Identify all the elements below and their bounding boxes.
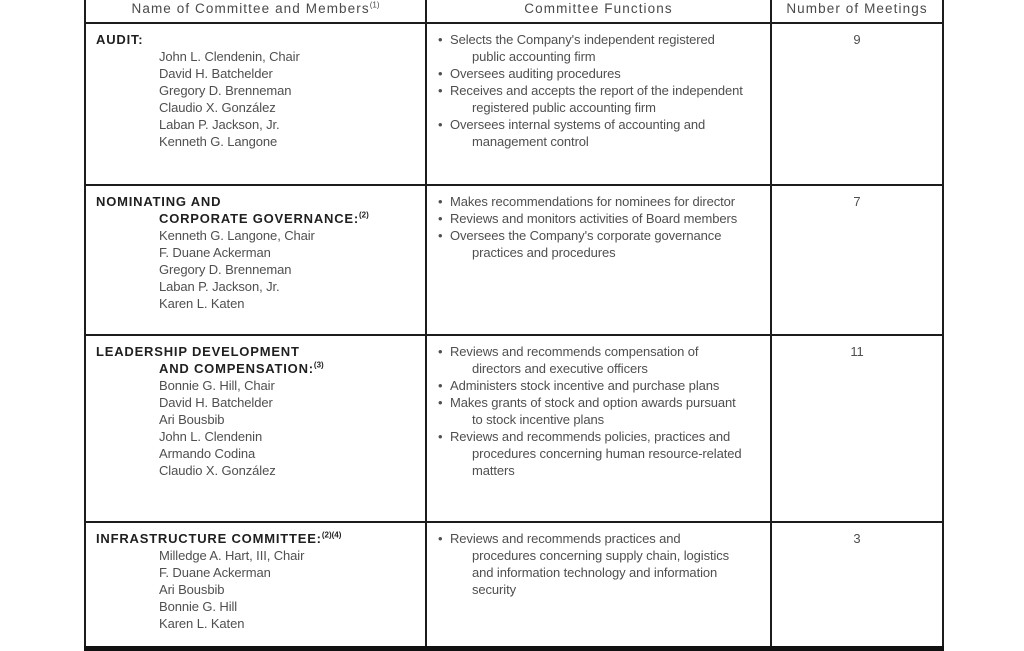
committee-name-text: CORPORATE GOVERNANCE: [159,211,360,226]
bullet-icon: • [438,228,443,243]
committee-row [85,335,943,522]
member-name: Bonnie G. Hill, Chair [159,378,275,393]
bullet-icon: • [438,83,443,98]
col-header-meetings [771,0,943,23]
function-item [427,227,744,261]
committee-name [96,31,419,48]
function-text: Oversees auditing procedures [450,66,621,81]
function-item [427,530,744,598]
committee-row [85,522,943,649]
function-item [427,343,744,377]
member-name: Laban P. Jackson, Jr. [159,117,280,132]
member-name: Gregory D. Brenneman [159,83,292,98]
bullet-icon: • [438,117,443,132]
committee-name-text: AUDIT: [96,32,144,47]
member-name: Gregory D. Brenneman [159,262,292,277]
footnote-ref: (2) [359,210,369,220]
member-name: Claudio X. González [159,463,276,478]
member-name: John L. Clendenin [159,429,263,444]
function-item [427,193,744,210]
committee-name-text: NOMINATING AND [96,194,222,209]
member-name: Claudio X. González [159,100,276,115]
committee-functions-cell [426,185,771,335]
bullet-icon: • [438,344,443,359]
bullet-icon: • [438,66,443,81]
function-item [427,210,744,227]
function-text: Makes grants of stock and option awards pursuant to stock incentive plans [450,395,736,427]
committee-name-text: AND COMPENSATION: [159,361,314,376]
meetings-count: 9 [771,23,943,185]
footnote-ref: (1) [369,0,380,10]
committee-members-cell [85,23,426,185]
committee-name [96,193,419,210]
member-name: David H. Batchelder [159,395,273,410]
committee-members-cell [85,185,426,335]
committee-name-text: INFRASTRUCTURE COMMITTEE: [96,531,322,546]
member-name: Ari Bousbib [159,412,225,427]
function-item [427,65,744,82]
function-text: Administers stock incentive and purchase plans [450,378,720,393]
function-text: Reviews and recommends practices and procedures concerning supply chain, logistics and information technology and information security [450,531,730,597]
committee-functions-cell [426,335,771,522]
col-header-committee-members-label: Name of Committee and Members [131,1,370,16]
col-header-meetings-label: Number of Meetings [786,1,928,16]
col-header-functions [426,0,771,23]
committee-name [96,210,419,227]
function-text: Receives and accepts the report of the independent registered public accounting firm [450,83,743,115]
committee-name [96,530,419,547]
committee-row [85,23,943,185]
meetings-count: 11 [771,335,943,522]
bullet-icon: • [438,378,443,393]
member-name: Ari Bousbib [159,582,225,597]
meetings-count: 3 [771,522,943,649]
member-name: Kenneth G. Langone, Chair [159,228,315,243]
meetings-count: 7 [771,185,943,335]
committee-name [96,360,419,377]
function-text: Oversees internal systems of accounting and management control [450,117,706,149]
function-item [427,394,744,428]
committee-table [84,0,944,651]
function-item [427,116,744,150]
member-name: Kenneth G. Langone [159,134,278,149]
function-text: Reviews and monitors activities of Board members [450,211,738,226]
member-name: Armando Codina [159,446,256,461]
function-item [427,377,744,394]
committee-members-cell [85,522,426,649]
member-name: Karen L. Katen [159,616,245,631]
function-text: Selects the Company's independent registered public accounting firm [450,32,715,64]
col-header-committee-members [85,0,426,23]
member-name: F. Duane Ackerman [159,245,271,260]
committee-functions-cell [426,522,771,649]
function-text: Makes recommendations for nominees for director [450,194,736,209]
member-name: Laban P. Jackson, Jr. [159,279,280,294]
footnote-ref: (3) [313,360,324,370]
member-name: Karen L. Katen [159,296,245,311]
bullet-icon: • [438,194,443,209]
function-item [427,31,744,65]
committee-name [96,343,419,360]
committee-members-cell [85,335,426,522]
member-name: F. Duane Ackerman [159,565,271,580]
committee-functions-cell [426,23,771,185]
function-text: Oversees the Company's corporate governance practices and procedures [450,228,722,260]
function-item [427,428,744,479]
bullet-icon: • [438,395,443,410]
bullet-icon: • [438,429,443,444]
table-header-row [85,0,943,23]
member-name: Bonnie G. Hill [159,599,238,614]
function-item [427,82,744,116]
bullet-icon: • [438,531,443,546]
member-name: David H. Batchelder [159,66,273,81]
col-header-functions-label: Committee Functions [524,1,673,16]
function-text: Reviews and recommends policies, practices and procedures concerning human resource-related matters [450,429,742,478]
member-name: John L. Clendenin, Chair [159,49,300,64]
footnote-ref: (2)(4) [321,530,342,540]
function-text: Reviews and recommends compensation of directors and executive officers [450,344,699,376]
committee-row [85,185,943,335]
committee-name-text: LEADERSHIP DEVELOPMENT [96,344,300,359]
bullet-icon: • [438,211,443,226]
member-name: Milledge A. Hart, III, Chair [159,548,305,563]
bullet-icon: • [438,32,443,47]
